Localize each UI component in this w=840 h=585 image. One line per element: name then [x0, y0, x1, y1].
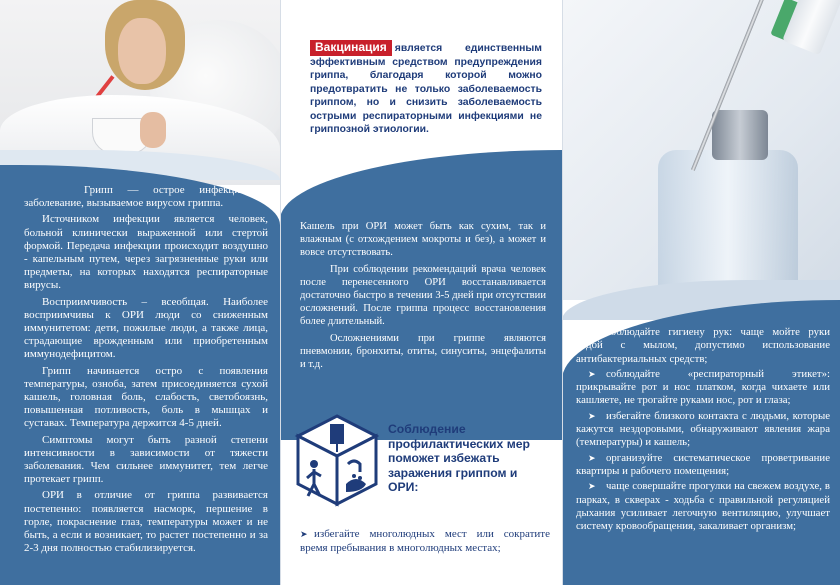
hand-shape [140, 112, 166, 148]
prevention-cube-icon [294, 412, 380, 508]
list-item [576, 326, 830, 366]
arrow-icon: ➤ [588, 481, 596, 492]
right-panel [562, 0, 840, 585]
list-item [576, 410, 830, 450]
vial-cap-shape [712, 110, 768, 160]
paragraph: Восприимчивость – всеобщая. Наиболее восприимчивы к ОРИ люди со сниженным иммунитетом: дети, пожилые люди, а также лица, страдающие врожденным или приобретенным иммунодефицитом. [24, 295, 268, 361]
arrow-icon: ➤ [588, 410, 596, 421]
fold-line [280, 0, 281, 585]
left-panel [0, 0, 280, 585]
cough-info-text [300, 220, 546, 375]
vaccination-block [310, 40, 542, 137]
vaccination-tag: Вакцинация [310, 40, 392, 56]
paragraph: ОРИ в отличие от гриппа развивается постепенно: появляется насморк, першение в горле, покраснение глаз, температуры может и не быть, а если и возникает, то растет постепенно и за 2-3 дня полностью стабилизируется. [24, 489, 268, 555]
list-item [576, 480, 830, 533]
middle-panel [280, 0, 562, 585]
arrow-icon: ➤ [588, 452, 596, 463]
arrow-icon: ➤ [588, 327, 596, 337]
avoid-crowds-text: избегайте многолюдных мест или сократите время пребывания в многолюдных местах; [300, 528, 550, 554]
paragraph: Кашель при ОРИ может быть как сухим, так и влажным (с отхождением мокроты и без), а может и вовсе отсутствовать. [300, 221, 546, 258]
fold-line [562, 0, 563, 585]
vaccination-text: является единственным эффективным средством предупреждения гриппа, благодаря которой можно предотвратить не только заболеваемость гриппом, но и снизить заболеваемость острыми респираторными инфекциями не гриппозной этиологии. [310, 43, 542, 135]
vaccine-vial-photo [562, 0, 840, 300]
rule-text: соблюдайте гигиену рук: чаще мойте руки водой с мылом, допустимо использование антибактериальных средств; [576, 326, 830, 365]
rule-text: организуйте систематическое проветривание квартиры и рабочего помещения; [576, 451, 830, 477]
flu-info-text [24, 184, 268, 558]
prevention-rules-list [576, 326, 830, 535]
avoid-crowds-item [300, 528, 550, 555]
list-item [576, 368, 830, 408]
rule-text: чаще совершайте прогулки на свежем воздухе, в парках, в скверах - ходьба с правильной регуляцией дыхания усиливает легочную вентиляцию, улучшает систему кровообращения, закаливает организм; [576, 480, 830, 533]
rule-text: соблюдайте «респираторный этикет»: прикрывайте рот и нос платком, когда чихаете или кашляете, не трогайте руками нос, рот и глаза; [576, 367, 830, 407]
arrow-icon: ➤ [588, 368, 596, 379]
paragraph: Осложнениями при гриппе являются пневмонии, бронхиты, отиты, синуситы, энцефалиты и т.д. [300, 333, 546, 370]
paragraph: Источником инфекции является человек, больной клинически выраженной или стертой формой. Передача инфекции происходит воздушно - капельным путем, через загрязненные руки или предметы, на которых находятся респираторные вирусы. [24, 213, 268, 292]
paragraph: При соблюдении рекомендаций врача человек после перенесенного ОРИ восстанавливается достаточно быстро в течении 3-5 дней при отсутствии осложнений. После гриппа процесс восстановления более длительный. [300, 264, 546, 327]
face-shape [118, 18, 166, 84]
paragraph: Симптомы могут быть разной степени интенсивности в зависимости от тяжести заболевания. Чем сильнее иммунитет, тем легче протекает грипп. [24, 433, 268, 486]
sick-woman-photo [0, 0, 280, 175]
paragraph: Грипп — острое инфекционное заболевание, вызываемое вирусом гриппа. [24, 184, 268, 210]
list-item [576, 452, 830, 479]
prevention-heading: Соблюдение профилактических мер поможет избежать заражения гриппом и ОРИ: [388, 422, 530, 494]
paragraph: Грипп начинается остро с появления температуры, озноба, затем присоединяется сухой кашель, головная боль, слабость, светобоязнь, повышенная потливость, боль в мышцах и суставах. Температура держится 4-5 дней. [24, 364, 268, 430]
arrow-icon: ➤ [300, 529, 308, 539]
rule-text: избегайте близкого контакта с людьми, которые кажутся нездоровыми, обнаруживают явления жара (температуры) и кашель; [576, 409, 830, 449]
